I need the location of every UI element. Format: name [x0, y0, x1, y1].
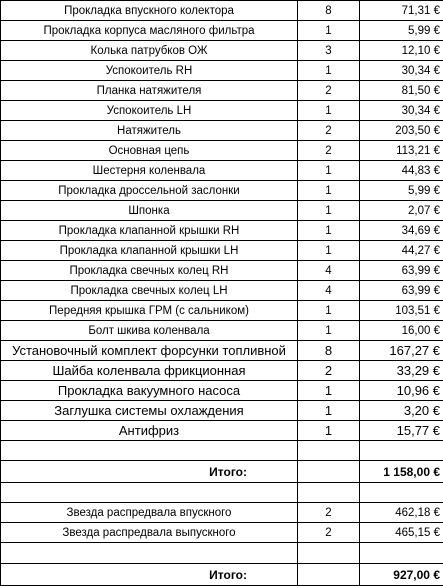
price-cell[interactable]: 5,99 € — [360, 21, 443, 41]
quantity-cell[interactable]: 2 — [298, 121, 360, 141]
quantity-cell[interactable]: 3 — [298, 41, 360, 61]
quantity-cell[interactable]: 1 — [298, 421, 360, 441]
table-row — [1, 41, 443, 61]
table-row — [1, 523, 443, 543]
table-row — [1, 321, 443, 341]
price-cell[interactable]: 71,31 € — [360, 1, 443, 21]
price-cell[interactable]: 33,29 € — [360, 361, 443, 381]
empty-cell[interactable] — [1, 483, 298, 503]
price-cell[interactable]: 167,27 € — [360, 341, 443, 361]
table-row — [1, 241, 443, 261]
table-row — [1, 181, 443, 201]
quantity-cell[interactable]: 1 — [298, 61, 360, 81]
part-name-cell[interactable]: Планка натяжителя — [1, 81, 298, 101]
table-row — [1, 261, 443, 281]
empty-cell[interactable] — [298, 564, 360, 586]
table-row — [1, 21, 443, 41]
table-row — [1, 1, 443, 21]
quantity-cell[interactable]: 1 — [298, 221, 360, 241]
empty-row — [1, 441, 443, 461]
price-cell[interactable]: 30,34 € — [360, 101, 443, 121]
price-cell[interactable]: 63,99 € — [360, 261, 443, 281]
part-name-cell[interactable]: Звезда распредвала выпускного — [1, 523, 298, 543]
table-row — [1, 401, 443, 421]
price-cell[interactable]: 465,15 € — [360, 523, 443, 543]
total-value[interactable]: 927,00 € — [360, 564, 443, 586]
empty-cell[interactable] — [360, 441, 443, 461]
price-cell[interactable]: 203,50 € — [360, 121, 443, 141]
quantity-cell[interactable]: 1 — [298, 181, 360, 201]
quantity-cell[interactable]: 2 — [298, 81, 360, 101]
empty-cell[interactable] — [360, 483, 443, 503]
table-row — [1, 121, 443, 141]
quantity-cell[interactable]: 1 — [298, 101, 360, 121]
table-row — [1, 141, 443, 161]
table-row — [1, 201, 443, 221]
quantity-cell[interactable]: 1 — [298, 201, 360, 221]
part-name-cell[interactable]: Успокоитель RH — [1, 61, 298, 81]
part-name-cell[interactable]: Прокладка свечных колец RH — [1, 261, 298, 281]
table-row — [1, 101, 443, 121]
quantity-cell[interactable]: 8 — [298, 1, 360, 21]
price-cell[interactable]: 12,10 € — [360, 41, 443, 61]
table-row — [1, 221, 443, 241]
part-name-cell[interactable]: Прокладка впускного колектора — [1, 1, 298, 21]
part-name-cell[interactable]: Антифриз — [1, 421, 298, 441]
quantity-cell[interactable]: 1 — [298, 241, 360, 261]
quantity-cell[interactable]: 2 — [298, 141, 360, 161]
empty-row — [1, 483, 443, 503]
quantity-cell[interactable]: 2 — [298, 523, 360, 543]
part-name-cell[interactable]: Основная цепь — [1, 141, 298, 161]
quantity-cell[interactable]: 1 — [298, 381, 360, 401]
part-name-cell[interactable]: Прокладка свечных колец LH — [1, 281, 298, 301]
total-label[interactable]: Итого: — [1, 461, 298, 483]
table-row — [1, 361, 443, 381]
price-cell[interactable]: 16,00 € — [360, 321, 443, 341]
part-name-cell[interactable]: Передняя крышка ГРМ (с сальником) — [1, 301, 298, 321]
empty-cell[interactable] — [298, 461, 360, 483]
part-name-cell[interactable]: Прокладка клапанной крышки RH — [1, 221, 298, 241]
part-name-cell[interactable]: Заглушка системы охлаждения — [1, 401, 298, 421]
table-row — [1, 341, 443, 361]
part-name-cell[interactable]: Болт шкива коленвала — [1, 321, 298, 341]
table-row — [1, 81, 443, 101]
price-cell[interactable]: 113,21 € — [360, 141, 443, 161]
price-cell[interactable]: 63,99 € — [360, 281, 443, 301]
empty-cell[interactable] — [1, 543, 298, 564]
price-cell[interactable]: 81,50 € — [360, 81, 443, 101]
quantity-cell[interactable]: 1 — [298, 401, 360, 421]
empty-cell[interactable] — [298, 543, 360, 564]
total-row — [1, 461, 443, 483]
part-name-cell[interactable]: Натяжитель — [1, 121, 298, 141]
part-name-cell[interactable]: Шестерня коленвала — [1, 161, 298, 181]
part-name-cell[interactable]: Прокладка корпуса масляного фильтра — [1, 21, 298, 41]
price-cell[interactable]: 462,18 € — [360, 503, 443, 523]
part-name-cell[interactable]: Прокладка клапанной крышки LH — [1, 241, 298, 261]
price-cell[interactable]: 2,07 € — [360, 201, 443, 221]
price-cell[interactable]: 34,69 € — [360, 221, 443, 241]
part-name-cell[interactable]: Звезда распредвала впускного — [1, 503, 298, 523]
price-cell[interactable]: 103,51 € — [360, 301, 443, 321]
part-name-cell[interactable]: Шпонка — [1, 201, 298, 221]
quantity-cell[interactable]: 2 — [298, 361, 360, 381]
sheet-body — [1, 1, 443, 586]
empty-cell[interactable] — [360, 543, 443, 564]
quantity-cell[interactable]: 1 — [298, 321, 360, 341]
table-row — [1, 61, 443, 81]
part-name-cell[interactable]: Прокладка дроссельной заслонки — [1, 181, 298, 201]
price-cell[interactable]: 10,96 € — [360, 381, 443, 401]
price-cell[interactable]: 30,34 € — [360, 61, 443, 81]
price-cell[interactable]: 44,27 € — [360, 241, 443, 261]
quantity-cell[interactable]: 1 — [298, 161, 360, 181]
quantity-cell[interactable]: 2 — [298, 503, 360, 523]
part-name-cell[interactable]: Успокоитель LH — [1, 101, 298, 121]
empty-row — [1, 543, 443, 564]
quantity-cell[interactable]: 4 — [298, 261, 360, 281]
empty-cell[interactable] — [298, 483, 360, 503]
table-row — [1, 281, 443, 301]
part-name-cell[interactable]: Шайба коленвала фрикционная — [1, 361, 298, 381]
price-cell[interactable]: 44,83 € — [360, 161, 443, 181]
total-value[interactable]: 1 158,00 € — [360, 461, 443, 483]
price-cell[interactable]: 15,77 € — [360, 421, 443, 441]
price-cell[interactable]: 3,20 € — [360, 401, 443, 421]
total-label[interactable]: Итого: — [1, 564, 298, 586]
quantity-cell[interactable]: 1 — [298, 301, 360, 321]
empty-cell[interactable] — [1, 441, 298, 461]
quantity-cell[interactable]: 8 — [298, 341, 360, 361]
quantity-cell[interactable]: 4 — [298, 281, 360, 301]
table-row — [1, 381, 443, 401]
empty-cell[interactable] — [298, 441, 360, 461]
quantity-cell[interactable]: 1 — [298, 21, 360, 41]
part-name-cell[interactable]: Прокладка вакуумного насоса — [1, 381, 298, 401]
table-row — [1, 161, 443, 181]
price-cell[interactable]: 5,99 € — [360, 181, 443, 201]
table-row — [1, 301, 443, 321]
part-name-cell[interactable]: Установочный комплект форсунки топливной — [1, 341, 298, 361]
part-name-cell[interactable]: Колька патрубков ОЖ — [1, 41, 298, 61]
table-row — [1, 503, 443, 523]
table-row — [1, 421, 443, 441]
total-row — [1, 564, 443, 586]
